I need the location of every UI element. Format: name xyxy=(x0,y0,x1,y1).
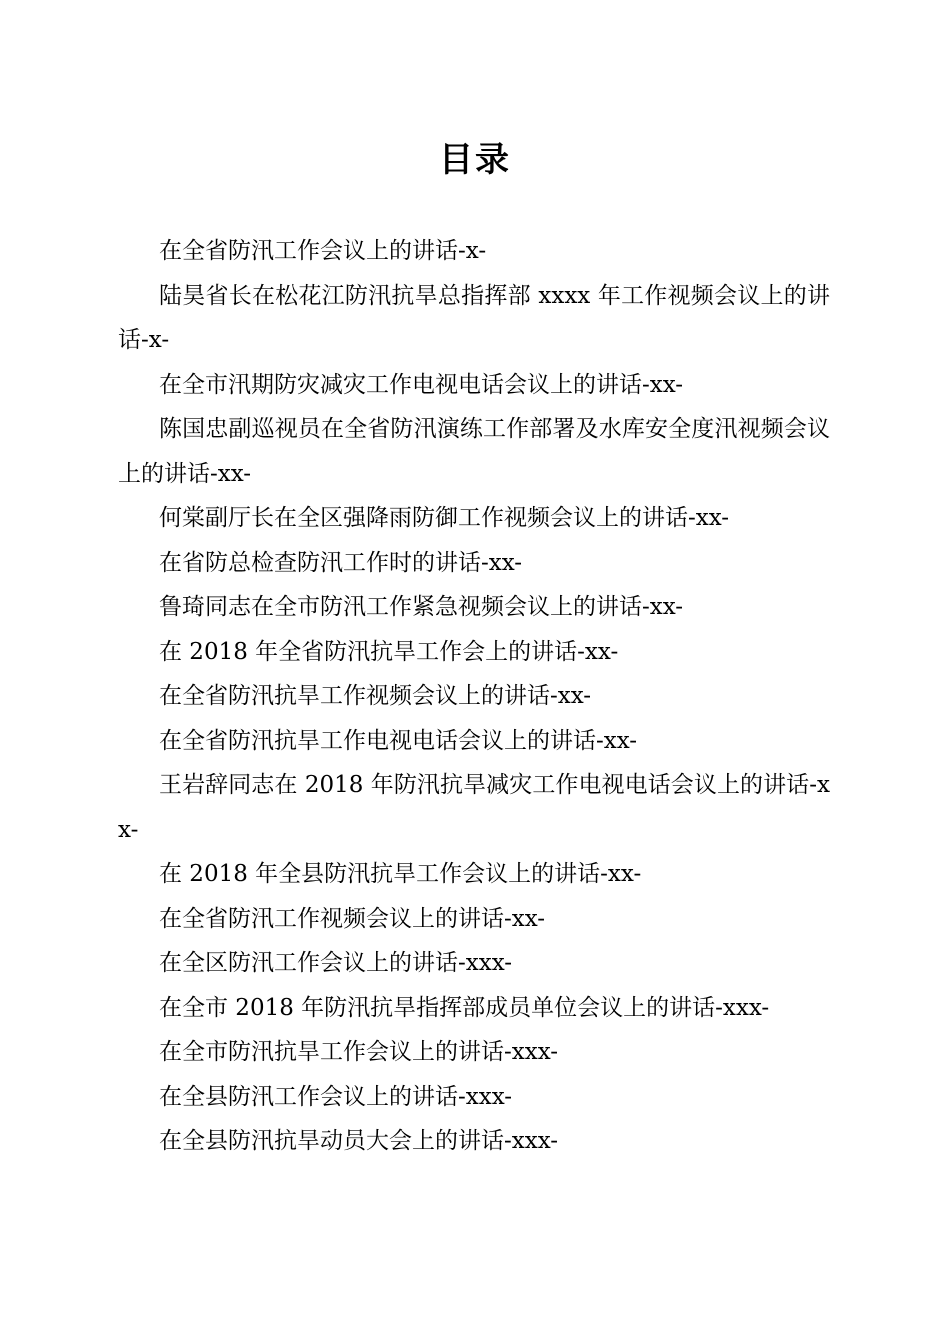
toc-entry[interactable]: 何棠副厅长在全区强降雨防御工作视频会议上的讲话-xx- xyxy=(159,505,730,531)
toc-entry[interactable]: 在 2018 年全县防汛抗旱工作会议上的讲话-xx- xyxy=(159,861,642,887)
toc-entry[interactable]: 鲁琦同志在全市防汛工作紧急视频会议上的讲话-xx- xyxy=(159,594,684,620)
toc-entry[interactable]: 王岩辞同志在 2018 年防汛抗旱减灾工作电视电话会议上的讲话-xx- xyxy=(118,772,830,843)
toc-entry[interactable]: 在全县防汛工作会议上的讲话-xxx- xyxy=(159,1083,513,1110)
toc-entry[interactable]: 在 2018 年全省防汛抗旱工作会上的讲话-xx- xyxy=(159,638,619,665)
toc-entry[interactable]: 在全省防汛抗旱工作电视电话会议上的讲话-xx- xyxy=(159,727,638,754)
toc-entry[interactable]: 在全县防汛抗旱动员大会上的讲话-xxx- xyxy=(159,1128,559,1154)
toc-entry[interactable]: 陈国忠副巡视员在全省防汛演练工作部署及水库安全度汛视频会议上的讲话-xx- xyxy=(118,416,830,487)
toc-entry[interactable]: 在全市汛期防灾减灾工作电视电话会议上的讲话-xx- xyxy=(159,371,684,398)
toc-entry[interactable]: 在省防总检查防汛工作时的讲话-xx- xyxy=(159,549,523,576)
toc-entry[interactable]: 在全区防汛工作会议上的讲话-xxx- xyxy=(159,950,513,976)
toc-entry[interactable]: 在全省防汛工作会议上的讲话-x- xyxy=(159,238,487,264)
toc-title: 目录 xyxy=(439,140,511,180)
toc-entry[interactable]: 在全市 2018 年防汛抗旱指挥部成员单位会议上的讲话-xxx- xyxy=(159,994,770,1021)
toc-list xyxy=(118,229,830,1164)
toc-entry[interactable]: 在全市防汛抗旱工作会议上的讲话-xxx- xyxy=(159,1039,559,1065)
toc-entry[interactable]: 在全省防汛抗旱工作视频会议上的讲话-xx- xyxy=(159,683,592,709)
toc-entry[interactable]: 陆昊省长在松花江防汛抗旱总指挥部 xxxx 年工作视频会议上的讲话-x- xyxy=(118,282,830,353)
toc-entry[interactable]: 在全省防汛工作视频会议上的讲话-xx- xyxy=(159,905,546,932)
